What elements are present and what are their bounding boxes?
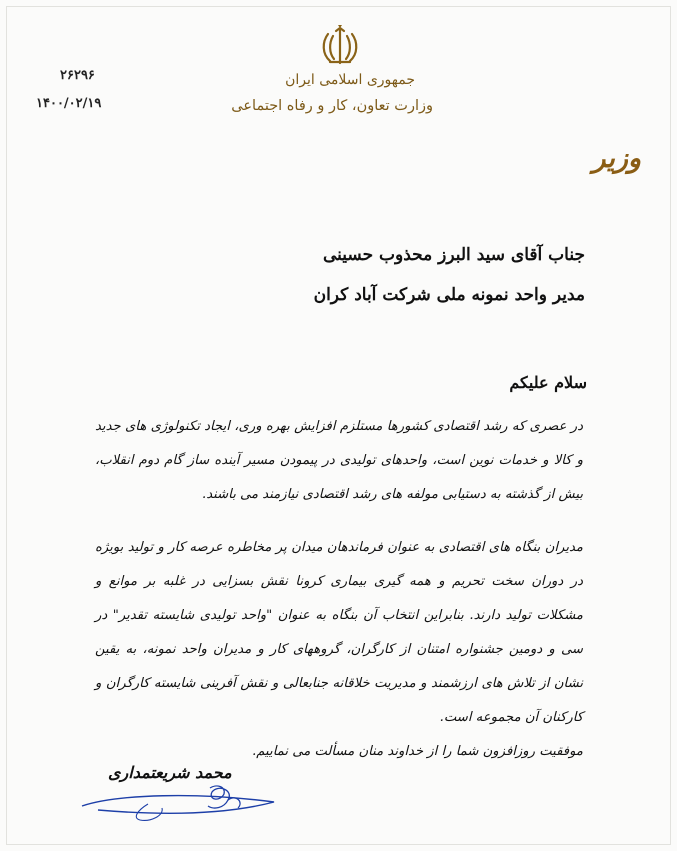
- sender-title: وزیر: [592, 143, 641, 174]
- country-name: جمهوری اسلامی ایران: [285, 72, 415, 88]
- signatory-name: محمد شریعتمداری: [108, 763, 232, 782]
- ministry-name: وزارت تعاون، کار و رفاه اجتماعی: [231, 98, 433, 114]
- greeting: سلام علیکم: [509, 373, 587, 392]
- body-paragraph-2-text: مدیران بنگاه های اقتصادی به عنوان فرماندهان میدان پر مخاطره عرصه کار و تولید بویژه در دوران سخت تحریم و همه گیری بیماری کرونا نقش بسزایی در غلبه بر موانع و مشکلات تولید دارند. بنابراین انتخاب آن بنگاه به عنوان "واحد تولیدی شایسته تقدیر" در سی و دومین جشنواره امتنان از کارگران، گروههای کار و مدیران واحد نمونه، به یقین نشان از تلاش های ارزشمند و مدیریت خلاقانه جنابعالی و نقش آفرینی شایسته کارگران و کارکنان آن مجموعه است.: [95, 540, 583, 725]
- reference-number: ۲۶۲۹۶: [60, 68, 95, 83]
- body-paragraph-1: در عصری که رشد اقتصادی کشورها مستلزم افزایش بهره وری، ایجاد تکنولوژی های جدید و کالا و خدمات نوین است، واحدهای تولیدی در پیمودن مسیر آینده ساز گام دوم انقلاب، بیش از گذشته به دستیابی مولفه های رشد اقتصادی نیازمند می باشند.: [95, 419, 583, 502]
- addressee-name: جناب آقای سید البرز محذوب حسینی: [323, 245, 585, 265]
- body-paragraph-2: [95, 531, 583, 769]
- addressee-position: مدیر واحد نمونه ملی شرکت آباد کران: [313, 285, 585, 305]
- handwritten-signature: [78, 780, 278, 828]
- iran-emblem-icon: [318, 24, 362, 68]
- reference-date: ۱۴۰۰/۰۲/۱۹: [36, 96, 102, 111]
- closing-line: موفقیت روزافزون شما را از خداوند منان مسألت می نماییم.: [252, 744, 583, 759]
